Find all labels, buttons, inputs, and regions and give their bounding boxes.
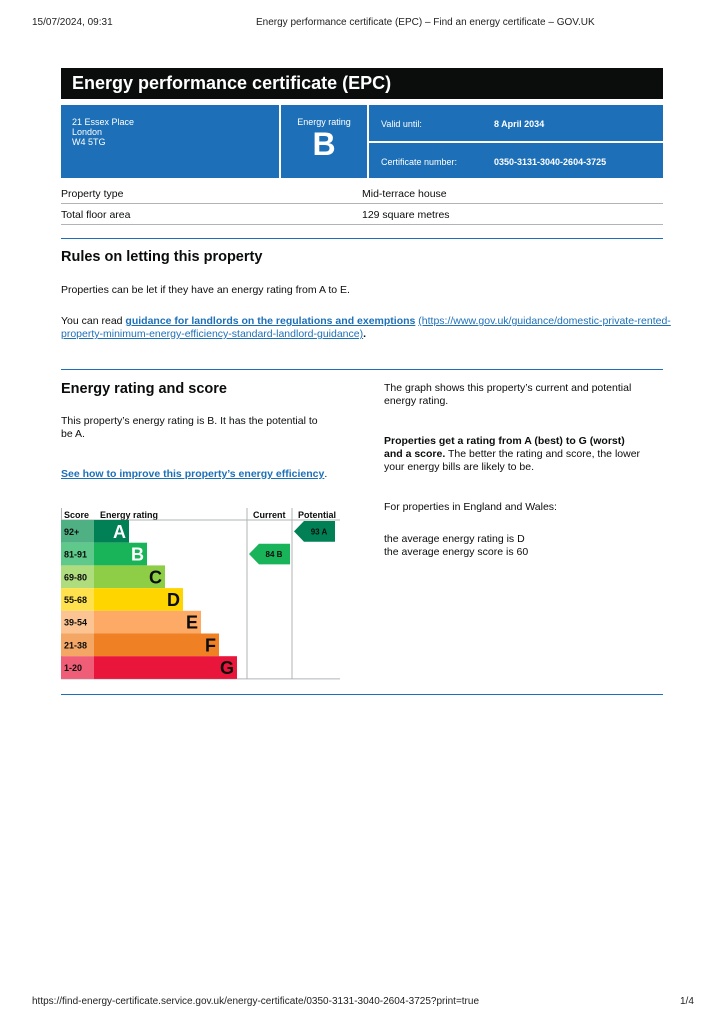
address-line-2: London [72,127,103,137]
band-letter-c: C [149,567,162,588]
current-rating-label: 84 B [265,550,283,560]
page-title: Energy performance certificate (EPC) [61,68,663,99]
floor-area-label: Total floor area [61,209,131,221]
band-letter-d: D [167,589,180,610]
energy-rating-letter: B [312,126,336,162]
footer-url: https://find-energy-certificate.service.gov.uk/energy-certificate/0350-3131-3040-2604-3725?print=true [32,996,480,1007]
address-line-3: W4 5TG [72,137,106,147]
energy-rating-label: Energy rating [297,117,351,127]
property-details-table [61,183,663,225]
rating-explanation-line-1: Properties get a rating from A (best) to G (worst) [384,435,625,447]
average-rating: the average energy rating is D [384,533,525,545]
valid-until-value: 8 April 2034 [494,119,545,129]
energy-summary-line-2: be A. [61,428,85,440]
band-letter-e: E [185,612,198,633]
band-letter-g: G [219,658,234,679]
letting-para-2-prefix: You can read [61,315,126,327]
property-type-value: Mid-terrace house [362,188,447,200]
band-letter-f: F [205,635,216,656]
floor-area-value: 129 square metres [362,209,450,221]
landlord-guidance-link[interactable]: guidance for landlords on the regulations and exemptions [125,315,416,327]
score-range-d: 55-68 [64,594,88,605]
score-range-b: 81-91 [64,549,88,560]
current-header: Current [253,510,286,520]
graph-bands [61,520,237,679]
certificate-number-value: 0350-3131-3040-2604-3725 [494,157,607,167]
rating-explanation [384,435,640,474]
score-range-g: 1-20 [64,663,83,674]
letting-para-2 [61,315,671,341]
band-letter-b: B [131,544,144,565]
valid-until-label: Valid until: [381,119,422,129]
energy-rating-graph [61,508,341,681]
letting-para-1: Properties can be let if they have an energy rating from A to E. [61,284,350,296]
address-panel [61,105,279,178]
energy-rating-panel [281,105,367,178]
valid-until-panel [369,105,663,141]
letting-heading: Rules on letting this property [61,249,263,265]
energy-rating-header: Energy rating [100,510,159,520]
graph-explanation [384,382,631,408]
floor-area-row [61,204,663,225]
rating-explanation-line-3: your energy bills are likely to be. [384,461,534,473]
potential-rating-label: 93 A [310,527,328,537]
score-range-a: 92+ [64,526,80,537]
property-type-label: Property type [61,188,124,200]
property-type-row [61,183,663,204]
average-score: the average energy score is 60 [384,546,529,558]
energy-summary [61,415,318,441]
score-range-f: 21-38 [64,640,88,651]
england-wales-label: For properties in England and Wales: [384,501,557,513]
band-letter-a: A [113,521,126,542]
rating-explanation-bold-2: and a score. [384,448,446,460]
improve-efficiency-link[interactable]: See how to improve this property’s energy efficiency [61,468,325,480]
rating-explanation-rest: The better the rating and score, the lower [445,448,641,460]
energy-heading: Energy rating and score [61,381,227,397]
print-datetime: 15/07/2024, 09:31 [32,17,113,28]
graph-explanation-line-2: energy rating. [384,395,449,407]
averages [384,533,528,559]
improve-line [61,468,327,481]
certificate-number-panel [369,143,663,178]
band-bar-f [94,634,219,657]
certificate-number-label: Certificate number: [381,157,458,167]
address-line-1: 21 Essex Place [72,117,135,127]
band-bar-g [94,656,237,679]
landlord-guidance-url-2[interactable]: property-minimum-energy-efficiency-standard-landlord-guidance) [61,328,364,340]
score-range-e: 39-54 [64,617,88,628]
print-page-title: Energy performance certificate (EPC) – Find an energy certificate – GOV.UK [256,17,595,28]
energy-summary-line-1: This property’s energy rating is B. It has the potential to [61,415,318,427]
landlord-guidance-url-1[interactable]: (https://www.gov.uk/guidance/domestic-private-rented- [418,315,671,327]
graph-explanation-line-1: The graph shows this property’s current and potential [384,382,632,394]
score-header: Score [64,510,90,520]
letting-para-2-suffix: . [363,328,367,340]
score-range-c: 69-80 [64,572,88,583]
section-divider [61,694,663,695]
section-divider [61,238,663,239]
potential-header: Potential [298,510,337,520]
footer-page-number: 1/4 [680,996,694,1007]
band-bar-e [94,611,201,634]
improve-suffix: . [324,468,328,480]
section-divider [61,369,663,370]
